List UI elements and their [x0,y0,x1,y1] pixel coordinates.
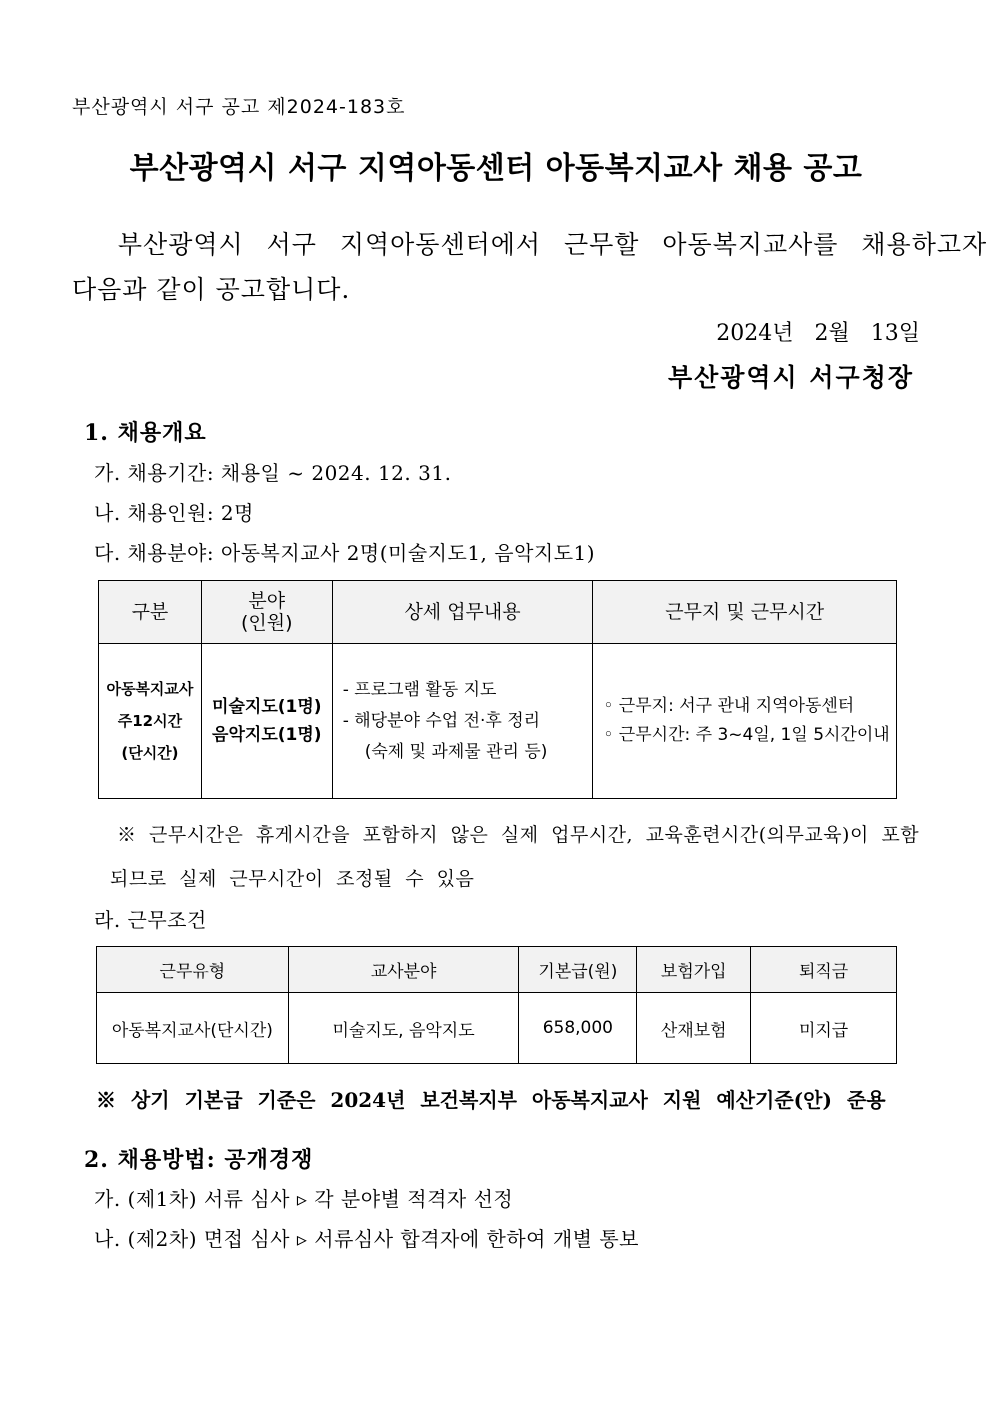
cell-severance: 미지급 [751,993,897,1064]
table-row [97,993,897,1064]
cell-workplace: ◦ 근무지: 서구 관내 지역아동센터 ◦ 근무시간: 주 3~4일, 1일 5시간이내 [593,644,897,799]
cell-duties: - 프로그램 활동 지도 - 해당분야 수업 전·후 정리 (숙제 및 과제물 관리 등) [332,644,593,799]
document-title: 부산광역시 서구 지역아동센터 아동복지교사 채용 공고 [129,151,863,186]
header-base-salary: 기본급(원) [519,947,637,993]
header-duties: 상세 업무내용 [332,581,593,644]
conditions-table [96,946,897,1064]
header-work-type: 근무유형 [97,947,289,993]
cell-work-type: 아동복지교사(단시간) [97,993,289,1064]
item-interview: 나. (제2차) 면접 심사 ▹ 서류심사 합격자에 한하여 개별 통보 [94,1227,639,1251]
item-document-screening: 가. (제1차) 서류 심사 ▹ 각 분야별 적격자 선정 [94,1187,514,1211]
section-1-heading: 1. 채용개요 [84,420,207,446]
table-row [99,644,897,799]
intro-line-1: 부산광역시 서구 지역아동센터에서 근무할 아동복지교사를 채용하고자 [117,230,988,259]
cell-insurance: 산재보험 [637,993,751,1064]
header-field: 분야 (인원) [201,581,332,644]
notice-number: 부산광역시 서구 공고 제2024-183호 [72,96,406,118]
intro-line-2: 다음과 같이 공고합니다. [72,275,351,304]
header-severance: 퇴직금 [751,947,897,993]
item-recruitment-period: 가. 채용기간: 채용일 ~ 2024. 12. 31. [94,461,452,485]
cell-position-fields: 미술지도(1명) 음악지도(1명) [201,644,332,799]
cell-teacher-field: 미술지도, 음악지도 [288,993,519,1064]
section-2-heading: 2. 채용방법: 공개경쟁 [84,1147,314,1173]
working-hours-note-line-1: ※ 근무시간은 휴게시간을 포함하지 않은 실제 업무시간, 교육훈련시간(의무교육)이 포함 [117,824,920,846]
item-recruitment-count: 나. 채용인원: 2명 [94,501,254,525]
header-insurance: 보험가입 [637,947,751,993]
positions-table-header [99,581,897,644]
cell-base-salary: 658,000 [519,993,637,1064]
salary-basis-note: ※ 상기 기본급 기준은 2024년 보건복지부 아동복지교사 지원 예산기준(안) 준용 [96,1088,886,1112]
working-hours-note-line-2: 되므로 실제 근무시간이 조정될 수 있음 [110,868,475,890]
positions-table [98,580,897,799]
header-teacher-field: 교사분야 [288,947,519,993]
cell-position-type: 아동복지교사 주12시간 (단시간) [99,644,202,799]
document-date: 2024년 2월 13일 [716,321,920,346]
item-working-conditions: 라. 근무조건 [94,908,207,932]
header-workplace: 근무지 및 근무시간 [593,581,897,644]
conditions-table-header [97,947,897,993]
issuer: 부산광역시 서구청장 [667,363,914,392]
item-recruitment-field: 다. 채용분야: 아동복지교사 2명(미술지도1, 음악지도1) [94,541,596,565]
header-category: 구분 [99,581,202,644]
